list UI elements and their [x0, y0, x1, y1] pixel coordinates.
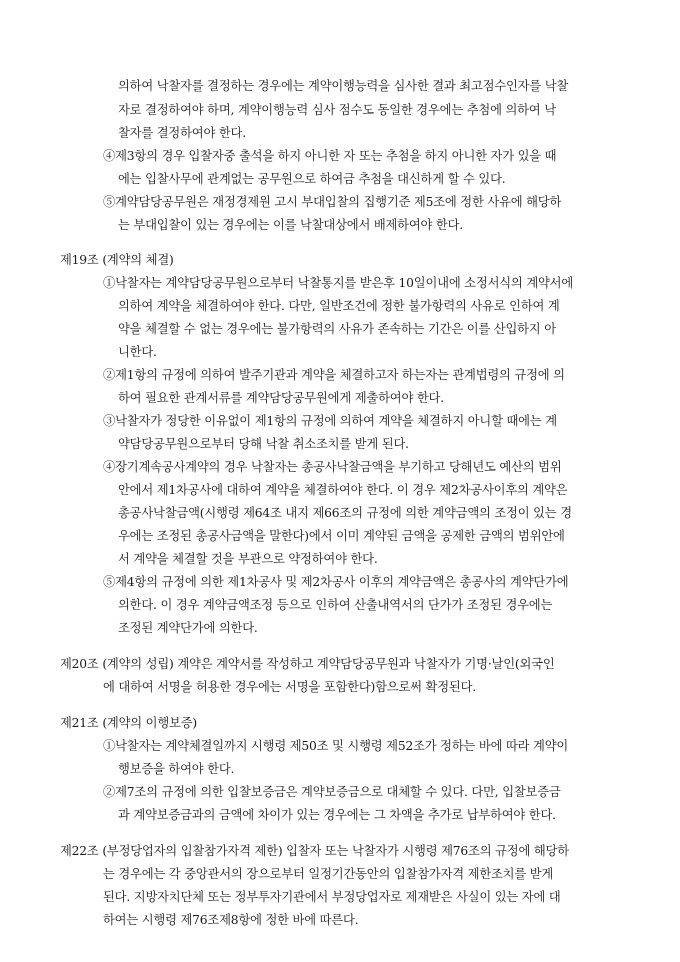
clause-item: ①낙찰자는 계약담당공무원으로부터 낙찰통지를 받은후 10일이내에 소정서식의 계약서에 — [103, 276, 574, 290]
clause-item-continuation: 의한다. 이 경우 계약금액조정 등으로 인하여 산출내역서의 단가가 조정된 경우에는 — [118, 598, 553, 612]
clause-item-continuation: 안에서 제1차공사에 대하여 계약을 체결하여야 한다. 이 경우 제2차공사이후의 계약은 — [118, 483, 568, 497]
clause-item: ④장기계속공사계약의 경우 낙찰자는 총공사낙찰금액을 부기하고 당해년도 예산의 범위 — [103, 460, 562, 474]
article-paragraph-continuation: 에 대하여 서명을 허용한 경우에는 서명을 포함한다)함으로써 확정된다. — [103, 680, 476, 694]
clause-item-continuation: 에는 입찰사무에 관계없는 공무원으로 하여금 추첨을 대신하게 할 수 있다. — [118, 172, 506, 186]
article-paragraph-continuation: 하여는 시행령 제76조제8항에 정한 바에 따른다. — [103, 913, 359, 927]
clause-item-continuation: 의하여 계약을 체결하여야 한다. 다만, 일반조건에 정한 불가항력의 사유로 인하여 계 — [118, 299, 560, 313]
article-paragraph: 제22조 (부정당업자의 입찰참가자격 제한) 입찰자 또는 낙찰자가 시행령 제76조의 규정에 해당하 — [60, 844, 569, 858]
clause-item-continuation: 약을 체결할 수 없는 경우에는 불가항력의 사유가 존속하는 기간은 이를 산입하지 아 — [118, 322, 556, 336]
clause-item: ③낙찰자가 정당한 이유없이 제1항의 규정에 의하여 계약을 체결하지 아니할 때에는 계 — [103, 414, 557, 428]
clause-item: ②제7조의 규정에 의한 입찰보증금은 계약보증금으로 대체할 수 있다. 다만, 입찰보증금 — [103, 785, 561, 799]
clause-item-continuation: 니한다. — [118, 345, 157, 359]
article-heading: 제19조 (계약의 체결) — [60, 253, 174, 267]
clause-item-continuation: 행보증을 하여야 한다. — [118, 762, 235, 776]
clause-item-continuation: 서 계약을 체결할 것을 부관으로 약정하여야 한다. — [118, 552, 378, 566]
intro-line: 자로 결정하여야 하며, 계약이행능력 심사 점수도 동일한 경우에는 추첨에 의하여 낙 — [118, 103, 556, 117]
clause-item: ②제1항의 규정에 의하여 발주기관과 계약을 체결하고자 하는자는 관계법령의 규정에 의 — [103, 368, 565, 382]
clause-item-continuation: 과 계약보증금과의 금액에 차이가 있는 경우에는 그 차액을 추가로 납부하여야 한다. — [118, 808, 556, 822]
article-heading: 제21조 (계약의 이행보증) — [60, 716, 197, 730]
clause-item-continuation: 총공사낙찰금액(시행령 제64조 내지 제66조의 규정에 의한 계약금액의 조정이 있는 경 — [118, 506, 572, 520]
clause-item-continuation: 조정된 계약단가에 의한다. — [118, 621, 258, 635]
clause-item: ①낙찰자는 계약체결일까지 시행령 제50조 및 시행령 제52조가 정하는 바에 따라 계약이 — [103, 739, 569, 753]
article-paragraph: 제20조 (계약의 성립) 계약은 계약서를 작성하고 계약담당공무원과 낙찰자가 기명·날인(외국인 — [60, 657, 555, 671]
clause-item: ④제3항의 경우 입찰자중 출석을 하지 아니한 자 또는 추첨을 하지 아니한 자가 있을 때 — [103, 149, 557, 163]
intro-line: 의하여 낙찰자를 결정하는 경우에는 계약이행능력을 심사한 결과 최고점수인자를 낙찰 — [118, 79, 569, 93]
clause-item-continuation: 우에는 조정된 총공사금액을 말한다)에서 이미 계약된 금액을 공제한 금액의 범위안에 — [118, 529, 565, 543]
clause-item: ⑤제4항의 규정에 의한 제1차공사 및 제2차공사 이후의 계약금액은 총공사의 계약단가에 — [103, 575, 569, 589]
clause-item-continuation: 는 부대입찰이 있는 경우에는 이를 낙찰대상에서 배제하여야 한다. — [118, 218, 463, 232]
clause-item-continuation: 하여 필요한 관계서류를 계약담당공무원에게 제출하여야 한다. — [118, 391, 444, 405]
article-paragraph-continuation: 는 경우에는 각 중앙관서의 장으로부터 일정기간동안의 입찰참가자격 제한조치를 받게 — [103, 867, 554, 881]
article-paragraph-continuation: 된다. 지방자치단체 또는 정부투자기관에서 부정당업자로 제재받은 사실이 있는 자에 대 — [103, 890, 561, 904]
intro-line: 찰자를 결정하여야 한다. — [118, 126, 246, 140]
clause-item-continuation: 약담당공무원으로부터 당해 낙찰 취소조치를 받게 된다. — [118, 437, 409, 451]
clause-item: ⑤계약담당공무원은 재정경제원 고시 부대입찰의 집행기준 제5조에 정한 사유에 해당하 — [103, 195, 562, 209]
